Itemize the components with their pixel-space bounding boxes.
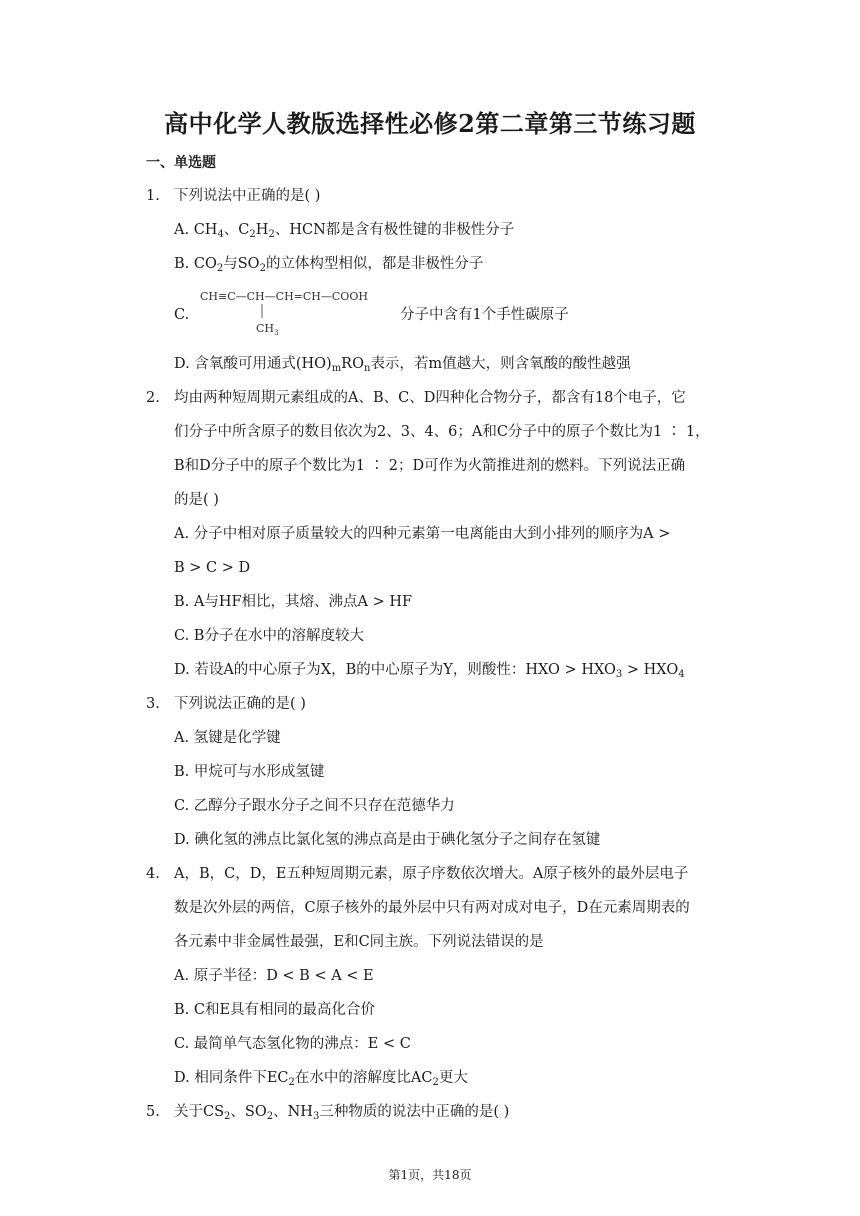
question-stem: 关于$CS_2$、$SO_2$、$NH_3$三种物质的说法中正确的是( ) xyxy=(174,1104,510,1122)
question-stem-line: 各元素中非金属性最强，E和C同主族。下列说法错误的是 xyxy=(174,934,544,950)
option-c: C. 乙醇分子跟水分子之间不只存在范德华力 xyxy=(174,798,455,814)
option-a: A. $CH_4$、$C_2H_2$、HCN都是含有极性键的非极性分子 xyxy=(174,222,515,240)
option-b: B. C和E具有相同的最高化合价 xyxy=(174,1002,376,1018)
question-number: 5. xyxy=(146,1104,160,1120)
question-stem: 下列说法中正确的是( ) xyxy=(174,188,321,204)
structure-branch: $CH_3$ xyxy=(256,322,279,337)
option-d: D. 若设A的中心原子为X，B的中心原子为Y，则酸性：HXO > $HXO_3 > HXO_4$ xyxy=(174,662,685,680)
question-stem-line: 们分子中所含原子的数目依次为2、3、4、6；A和C分子中的原子个数比为1 ∶ 1， xyxy=(174,424,710,440)
question-stem-line: B和D分子中的原子个数比为1 ∶ 2；D可作为火箭推进剂的燃料。下列说法正确 xyxy=(174,458,686,474)
option-c: C. B分子在水中的溶解度较大 xyxy=(174,628,364,644)
option-c: C. 最简单气态氢化物的沸点：E < C xyxy=(174,1036,411,1052)
question-number: 1. xyxy=(146,188,160,204)
option-c-label: C. xyxy=(174,307,190,323)
page-title: 高中化学人教版选择性必修2第二章第三节练习题 xyxy=(164,109,696,138)
option-b: B. A与HF相比，其熔、沸点A > HF xyxy=(174,594,413,610)
option-c-text: 分子中含有1个手性碳原子 xyxy=(400,307,569,323)
option-a: A. 分子中相对原子质量较大的四种元素第一电离能由大到小排列的顺序为A > xyxy=(174,526,671,542)
option-d: D. 相同条件下$EC_2$在水中的溶解度比$AC_2$更大 xyxy=(174,1070,468,1088)
question-stem-line: 数是次外层的两倍，C原子核外的最外层中只有两对成对电子，D在元素周期表的 xyxy=(174,900,690,916)
question-stem: 下列说法正确的是( ) xyxy=(174,696,306,712)
question-number: 2. xyxy=(146,390,160,406)
question-number: 3. xyxy=(146,696,160,712)
section-heading: 一、单选题 xyxy=(146,155,216,171)
option-b: B. $CO_2$与$SO_2$的立体构型相似，都是非极性分子 xyxy=(174,256,484,274)
option-a: A. 氢键是化学键 xyxy=(174,730,281,746)
option-a: A. 原子半径：D < B < A < E xyxy=(174,968,374,984)
structural-formula xyxy=(200,288,400,340)
page-footer: 第1页，共18页 xyxy=(388,1168,472,1182)
option-d: D. 含氧酸可用通式$(HO)_mRO_n$表示，若m值越大，则含氧酸的酸性越强 xyxy=(174,356,631,374)
option-b: B. 甲烷可与水形成氢键 xyxy=(174,764,325,780)
option-d: D. 碘化氢的沸点比氯化氢的沸点高是由于碘化氢分子之间存在氢键 xyxy=(174,832,601,848)
question-stem-line: 的是( ) xyxy=(174,492,219,508)
question-stem-line: A，B，C，D，E五种短周期元素，原子序数依次增大。A原子核外的最外层电子 xyxy=(174,866,689,882)
structure-main-chain: CH≡C—CH—CH=CH—COOH xyxy=(200,290,368,303)
question-number: 4. xyxy=(146,866,160,882)
option-a-continued: B > C > D xyxy=(174,560,251,576)
question-stem-line: 均由两种短周期元素组成的A、B、C、D四种化合物分子，都含有18个电子，它 xyxy=(174,390,686,406)
